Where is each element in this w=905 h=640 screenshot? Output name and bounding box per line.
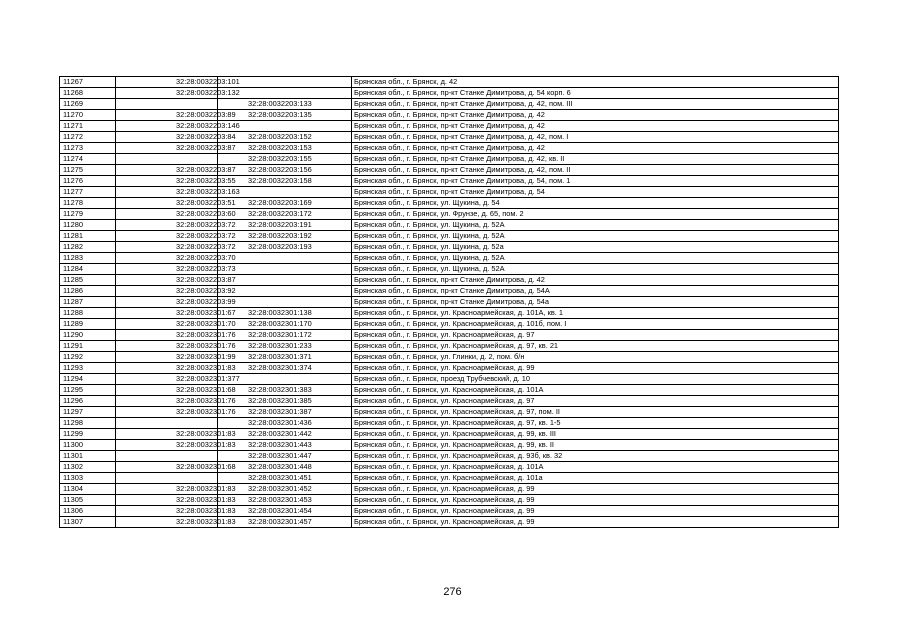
row-number-cell: 11272 bbox=[60, 132, 116, 143]
cadastral-number-cell: 32:28:0032301:83 bbox=[116, 440, 218, 451]
address-cell: Брянская обл., г. Брянск, д. 42 bbox=[352, 77, 839, 88]
address-cell: Брянская обл., г. Брянск, ул. Красноармейская, д. 99 bbox=[352, 363, 839, 374]
table-row bbox=[60, 253, 839, 264]
table-row bbox=[60, 506, 839, 517]
related-cadastral-number-cell bbox=[218, 297, 352, 308]
cadastral-number-cell: 32:28:0032301:377 bbox=[116, 374, 218, 385]
related-cadastral-number-cell: 32:28:0032203:158 bbox=[218, 176, 352, 187]
address-cell: Брянская обл., г. Брянск, пр-кт Станке Димитрова, д. 42 bbox=[352, 275, 839, 286]
cadastral-number-cell: 32:28:0032301:83 bbox=[116, 506, 218, 517]
cadastral-number-cell bbox=[116, 473, 218, 484]
row-number-cell: 11280 bbox=[60, 220, 116, 231]
address-cell: Брянская обл., г. Брянск, пр-кт Станке Димитрова, д. 42 bbox=[352, 121, 839, 132]
cadastral-number-cell: 32:28:0032203:84 bbox=[116, 132, 218, 143]
related-cadastral-number-cell bbox=[218, 253, 352, 264]
table-row bbox=[60, 374, 839, 385]
address-cell: Брянская обл., г. Брянск, ул. Щукина, д. 52А bbox=[352, 253, 839, 264]
address-cell: Брянская обл., г. Брянск, ул. Красноармейская, д. 101А bbox=[352, 385, 839, 396]
address-cell: Брянская обл., г. Брянск, пр-кт Станке Димитрова, д. 54 корп. 6 bbox=[352, 88, 839, 99]
row-number-cell: 11269 bbox=[60, 99, 116, 110]
row-number-cell: 11294 bbox=[60, 374, 116, 385]
cadastral-number-cell: 32:28:0032203:72 bbox=[116, 231, 218, 242]
table-row bbox=[60, 242, 839, 253]
page-number: 276 bbox=[443, 586, 462, 598]
address-cell: Брянская обл., г. Брянск, ул. Фрунзе, д. 65, пом. 2 bbox=[352, 209, 839, 220]
address-cell: Брянская обл., г. Брянск, пр-кт Станке Димитрова, д. 42, пом. III bbox=[352, 99, 839, 110]
cadastral-number-cell: 32:28:0032203:87 bbox=[116, 143, 218, 154]
table-row bbox=[60, 154, 839, 165]
table-row bbox=[60, 484, 839, 495]
row-number-cell: 11278 bbox=[60, 198, 116, 209]
table-row bbox=[60, 220, 839, 231]
row-number-cell: 11289 bbox=[60, 319, 116, 330]
table-row bbox=[60, 286, 839, 297]
row-number-cell: 11271 bbox=[60, 121, 116, 132]
related-cadastral-number-cell: 32:28:0032203:153 bbox=[218, 143, 352, 154]
cadastral-number-cell: 32:28:0032203:146 bbox=[116, 121, 218, 132]
related-cadastral-number-cell: 32:28:0032203:152 bbox=[218, 132, 352, 143]
cadastral-number-cell: 32:28:0032301:83 bbox=[116, 429, 218, 440]
cadastral-number-cell: 32:28:0032203:72 bbox=[116, 220, 218, 231]
row-number-cell: 11305 bbox=[60, 495, 116, 506]
table-row bbox=[60, 77, 839, 88]
related-cadastral-number-cell bbox=[218, 264, 352, 275]
row-number-cell: 11281 bbox=[60, 231, 116, 242]
address-cell: Брянская обл., г. Брянск, пр-кт Станке Димитрова, д. 42 bbox=[352, 143, 839, 154]
table-row bbox=[60, 110, 839, 121]
related-cadastral-number-cell: 32:28:0032203:191 bbox=[218, 220, 352, 231]
related-cadastral-number-cell: 32:28:0032301:170 bbox=[218, 319, 352, 330]
cadastral-number-cell bbox=[116, 451, 218, 462]
related-cadastral-number-cell: 32:28:0032301:172 bbox=[218, 330, 352, 341]
table-row bbox=[60, 330, 839, 341]
table-row bbox=[60, 88, 839, 99]
table-row bbox=[60, 418, 839, 429]
cadastral-number-cell: 32:28:0032203:87 bbox=[116, 275, 218, 286]
table-row bbox=[60, 143, 839, 154]
table-row bbox=[60, 363, 839, 374]
address-cell: Брянская обл., г. Брянск, ул. Красноармейская, д. 97 bbox=[352, 396, 839, 407]
row-number-cell: 11276 bbox=[60, 176, 116, 187]
table-row bbox=[60, 198, 839, 209]
table-body bbox=[60, 77, 839, 528]
address-cell: Брянская обл., г. Брянск, ул. Щукина, д. 52а bbox=[352, 242, 839, 253]
cadastral-number-cell: 32:28:0032203:99 bbox=[116, 297, 218, 308]
row-number-cell: 11292 bbox=[60, 352, 116, 363]
row-number-cell: 11273 bbox=[60, 143, 116, 154]
table-row bbox=[60, 429, 839, 440]
address-cell: Брянская обл., г. Брянск, ул. Глинки, д. 2, пом. б/н bbox=[352, 352, 839, 363]
address-cell: Брянская обл., г. Брянск, пр-кт Станке Димитрова, д. 42, кв. II bbox=[352, 154, 839, 165]
address-cell: Брянская обл., г. Брянск, ул. Красноармейская, д. 93б, кв. 32 bbox=[352, 451, 839, 462]
cadastral-number-cell: 32:28:0032203:132 bbox=[116, 88, 218, 99]
cadastral-number-cell bbox=[116, 154, 218, 165]
related-cadastral-number-cell: 32:28:0032301:385 bbox=[218, 396, 352, 407]
address-cell: Брянская обл., г. Брянск, пр-кт Станке Димитрова, д. 42, пом. I bbox=[352, 132, 839, 143]
address-cell: Брянская обл., г. Брянск, ул. Красноармейская, д. 99, кв. II bbox=[352, 440, 839, 451]
cadastral-number-cell: 32:28:0032301:67 bbox=[116, 308, 218, 319]
table-row bbox=[60, 341, 839, 352]
related-cadastral-number-cell: 32:28:0032203:192 bbox=[218, 231, 352, 242]
related-cadastral-number-cell: 32:28:0032301:454 bbox=[218, 506, 352, 517]
cadastral-number-cell: 32:28:0032301:83 bbox=[116, 363, 218, 374]
cadastral-number-cell: 32:28:0032301:76 bbox=[116, 330, 218, 341]
table-row bbox=[60, 473, 839, 484]
address-cell: Брянская обл., г. Брянск, ул. Красноармейская, д. 97, пом. II bbox=[352, 407, 839, 418]
related-cadastral-number-cell: 32:28:0032301:371 bbox=[218, 352, 352, 363]
row-number-cell: 11286 bbox=[60, 286, 116, 297]
row-number-cell: 11291 bbox=[60, 341, 116, 352]
related-cadastral-number-cell: 32:28:0032203:133 bbox=[218, 99, 352, 110]
cadastral-number-cell bbox=[116, 418, 218, 429]
cadastral-number-cell: 32:28:0032301:83 bbox=[116, 517, 218, 528]
address-cell: Брянская обл., г. Брянск, ул. Красноармейская, д. 99 bbox=[352, 517, 839, 528]
related-cadastral-number-cell: 32:28:0032301:443 bbox=[218, 440, 352, 451]
row-number-cell: 11299 bbox=[60, 429, 116, 440]
related-cadastral-number-cell bbox=[218, 286, 352, 297]
table-row bbox=[60, 209, 839, 220]
cadastral-number-cell bbox=[116, 99, 218, 110]
cadastral-number-cell: 32:28:0032301:68 bbox=[116, 385, 218, 396]
related-cadastral-number-cell: 32:28:0032203:155 bbox=[218, 154, 352, 165]
row-number-cell: 11293 bbox=[60, 363, 116, 374]
row-number-cell: 11304 bbox=[60, 484, 116, 495]
address-cell: Брянская обл., г. Брянск, ул. Щукина, д. 52А bbox=[352, 264, 839, 275]
row-number-cell: 11296 bbox=[60, 396, 116, 407]
cadastral-number-cell: 32:28:0032301:99 bbox=[116, 352, 218, 363]
related-cadastral-number-cell: 32:28:0032203:156 bbox=[218, 165, 352, 176]
address-cell: Брянская обл., г. Брянск, пр-кт Станке Димитрова, д. 54, пом. 1 bbox=[352, 176, 839, 187]
address-cell: Брянская обл., г. Брянск, пр-кт Станке Димитрова, д. 54А bbox=[352, 286, 839, 297]
address-cell: Брянская обл., г. Брянск, ул. Красноармейская, д. 101б, пом. I bbox=[352, 319, 839, 330]
related-cadastral-number-cell: 32:28:0032301:374 bbox=[218, 363, 352, 374]
row-number-cell: 11300 bbox=[60, 440, 116, 451]
cadastral-number-cell: 32:28:0032301:68 bbox=[116, 462, 218, 473]
table-row bbox=[60, 352, 839, 363]
cadastral-number-cell: 32:28:0032301:83 bbox=[116, 495, 218, 506]
cadastral-number-cell: 32:28:0032203:73 bbox=[116, 264, 218, 275]
related-cadastral-number-cell: 32:28:0032301:138 bbox=[218, 308, 352, 319]
table-row bbox=[60, 451, 839, 462]
cadastral-number-cell: 32:28:0032301:83 bbox=[116, 484, 218, 495]
address-cell: Брянская обл., г. Брянск, ул. Красноармейская, д. 101а bbox=[352, 473, 839, 484]
related-cadastral-number-cell: 32:28:0032203:193 bbox=[218, 242, 352, 253]
row-number-cell: 11287 bbox=[60, 297, 116, 308]
row-number-cell: 11283 bbox=[60, 253, 116, 264]
row-number-cell: 11298 bbox=[60, 418, 116, 429]
row-number-cell: 11288 bbox=[60, 308, 116, 319]
table-row bbox=[60, 176, 839, 187]
address-cell: Брянская обл., г. Брянск, ул. Красноармейская, д. 99, кв. III bbox=[352, 429, 839, 440]
table-row bbox=[60, 231, 839, 242]
row-number-cell: 11295 bbox=[60, 385, 116, 396]
row-number-cell: 11277 bbox=[60, 187, 116, 198]
table-row bbox=[60, 275, 839, 286]
related-cadastral-number-cell: 32:28:0032301:383 bbox=[218, 385, 352, 396]
address-cell: Брянская обл., г. Брянск, ул. Щукина, д. 54 bbox=[352, 198, 839, 209]
related-cadastral-number-cell: 32:28:0032203:172 bbox=[218, 209, 352, 220]
row-number-cell: 11285 bbox=[60, 275, 116, 286]
address-cell: Брянская обл., г. Брянск, ул. Красноармейская, д. 97, кв. 1-5 bbox=[352, 418, 839, 429]
related-cadastral-number-cell bbox=[218, 275, 352, 286]
cadastral-number-cell: 32:28:0032203:92 bbox=[116, 286, 218, 297]
address-cell: Брянская обл., г. Брянск, ул. Щукина, д. 52А bbox=[352, 220, 839, 231]
cadastral-number-cell: 32:28:0032203:87 bbox=[116, 165, 218, 176]
cadastral-number-cell: 32:28:0032203:72 bbox=[116, 242, 218, 253]
address-cell: Брянская обл., г. Брянск, ул. Красноармейская, д. 101А, кв. 1 bbox=[352, 308, 839, 319]
related-cadastral-number-cell: 32:28:0032301:436 bbox=[218, 418, 352, 429]
row-number-cell: 11284 bbox=[60, 264, 116, 275]
cadastral-number-cell: 32:28:0032203:163 bbox=[116, 187, 218, 198]
table-row bbox=[60, 99, 839, 110]
row-number-cell: 11302 bbox=[60, 462, 116, 473]
table-row bbox=[60, 132, 839, 143]
row-number-cell: 11297 bbox=[60, 407, 116, 418]
row-number-cell: 11267 bbox=[60, 77, 116, 88]
related-cadastral-number-cell: 32:28:0032301:233 bbox=[218, 341, 352, 352]
row-number-cell: 11275 bbox=[60, 165, 116, 176]
related-cadastral-number-cell: 32:28:0032301:451 bbox=[218, 473, 352, 484]
table-row bbox=[60, 517, 839, 528]
address-cell: Брянская обл., г. Брянск, ул. Красноармейская, д. 101А bbox=[352, 462, 839, 473]
address-cell: Брянская обл., г. Брянск, ул. Красноармейская, д. 99 bbox=[352, 484, 839, 495]
cadastral-number-cell: 32:28:0032203:55 bbox=[116, 176, 218, 187]
table-row bbox=[60, 165, 839, 176]
row-number-cell: 11282 bbox=[60, 242, 116, 253]
cadastral-number-cell: 32:28:0032301:76 bbox=[116, 341, 218, 352]
row-number-cell: 11306 bbox=[60, 506, 116, 517]
table-row bbox=[60, 495, 839, 506]
table-row bbox=[60, 308, 839, 319]
related-cadastral-number-cell: 32:28:0032301:387 bbox=[218, 407, 352, 418]
row-number-cell: 11303 bbox=[60, 473, 116, 484]
address-cell: Брянская обл., г. Брянск, ул. Красноармейская, д. 97 bbox=[352, 330, 839, 341]
cadastral-number-cell: 32:28:0032203:51 bbox=[116, 198, 218, 209]
related-cadastral-number-cell: 32:28:0032301:447 bbox=[218, 451, 352, 462]
cadastral-number-cell: 32:28:0032203:60 bbox=[116, 209, 218, 220]
related-cadastral-number-cell: 32:28:0032301:452 bbox=[218, 484, 352, 495]
table-row bbox=[60, 462, 839, 473]
row-number-cell: 11307 bbox=[60, 517, 116, 528]
related-cadastral-number-cell: 32:28:0032203:135 bbox=[218, 110, 352, 121]
address-cell: Брянская обл., г. Брянск, проезд Трубчевский, д. 10 bbox=[352, 374, 839, 385]
cadastral-number-cell: 32:28:0032203:101 bbox=[116, 77, 218, 88]
row-number-cell: 11268 bbox=[60, 88, 116, 99]
cadastral-number-cell: 32:28:0032203:89 bbox=[116, 110, 218, 121]
address-cell: Брянская обл., г. Брянск, ул. Красноармейская, д. 99 bbox=[352, 506, 839, 517]
cadastral-number-cell: 32:28:0032301:76 bbox=[116, 396, 218, 407]
address-cell: Брянская обл., г. Брянск, ул. Щукина, д. 52А bbox=[352, 231, 839, 242]
related-cadastral-number-cell: 32:28:0032301:448 bbox=[218, 462, 352, 473]
address-cell: Брянская обл., г. Брянск, пр-кт Станке Димитрова, д. 54а bbox=[352, 297, 839, 308]
related-cadastral-number-cell: 32:28:0032301:457 bbox=[218, 517, 352, 528]
table-row bbox=[60, 385, 839, 396]
table-row bbox=[60, 319, 839, 330]
table-row bbox=[60, 407, 839, 418]
cadastral-table bbox=[59, 76, 839, 528]
row-number-cell: 11270 bbox=[60, 110, 116, 121]
table-row bbox=[60, 297, 839, 308]
related-cadastral-number-cell: 32:28:0032203:169 bbox=[218, 198, 352, 209]
address-cell: Брянская обл., г. Брянск, пр-кт Станке Димитрова, д. 54 bbox=[352, 187, 839, 198]
table-row bbox=[60, 264, 839, 275]
cadastral-number-cell: 32:28:0032301:76 bbox=[116, 407, 218, 418]
address-cell: Брянская обл., г. Брянск, пр-кт Станке Димитрова, д. 42 bbox=[352, 110, 839, 121]
row-number-cell: 11274 bbox=[60, 154, 116, 165]
row-number-cell: 11279 bbox=[60, 209, 116, 220]
address-cell: Брянская обл., г. Брянск, пр-кт Станке Димитрова, д. 42, пом. II bbox=[352, 165, 839, 176]
related-cadastral-number-cell: 32:28:0032301:453 bbox=[218, 495, 352, 506]
table-row bbox=[60, 121, 839, 132]
table-row bbox=[60, 396, 839, 407]
table-row bbox=[60, 187, 839, 198]
related-cadastral-number-cell: 32:28:0032301:442 bbox=[218, 429, 352, 440]
address-cell: Брянская обл., г. Брянск, ул. Красноармейская, д. 99 bbox=[352, 495, 839, 506]
table-row bbox=[60, 440, 839, 451]
address-cell: Брянская обл., г. Брянск, ул. Красноармейская, д. 97, кв. 21 bbox=[352, 341, 839, 352]
row-number-cell: 11301 bbox=[60, 451, 116, 462]
row-number-cell: 11290 bbox=[60, 330, 116, 341]
cadastral-number-cell: 32:28:0032203:70 bbox=[116, 253, 218, 264]
cadastral-number-cell: 32:28:0032301:70 bbox=[116, 319, 218, 330]
